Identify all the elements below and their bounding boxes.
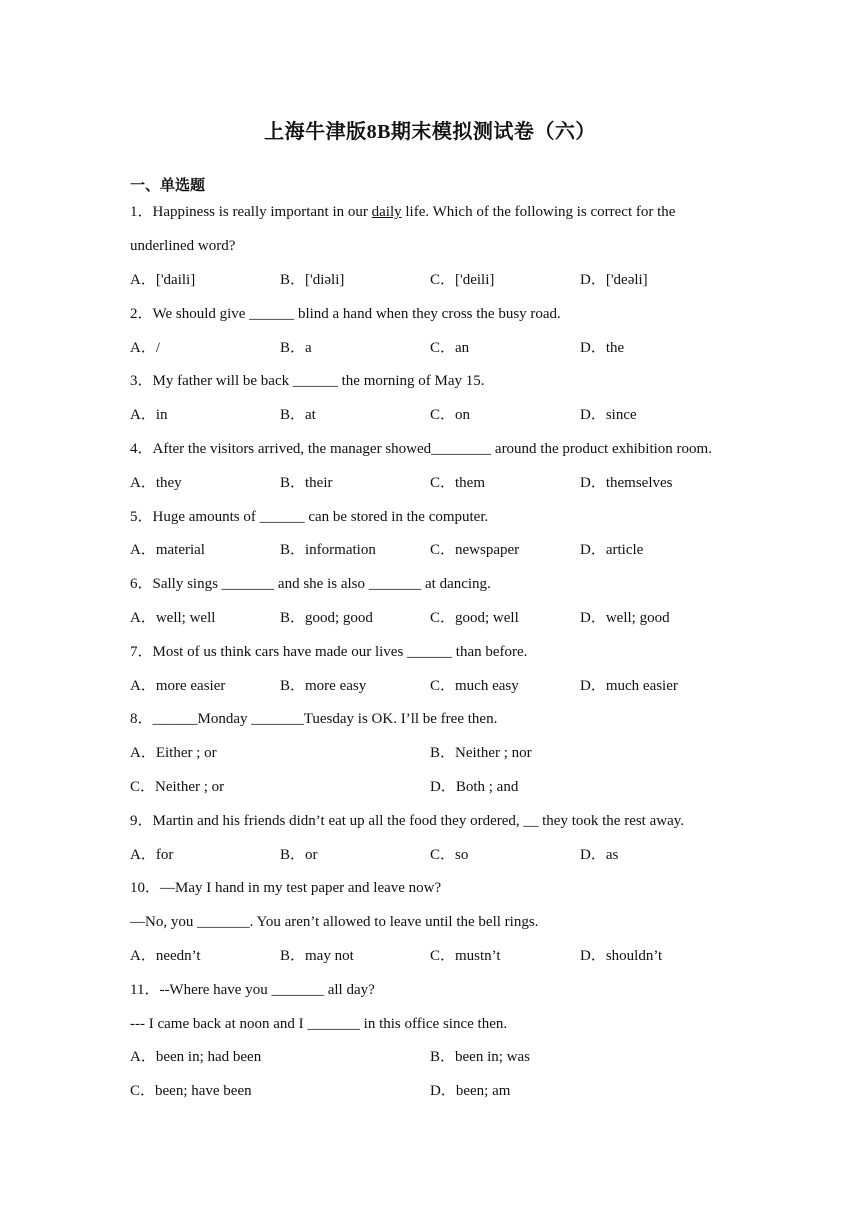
q4-option-d: D．themselves	[580, 475, 673, 491]
q7-option-b: B．more easy	[280, 678, 367, 694]
q3-option-c: C．on	[430, 407, 471, 423]
q3-option-d: D．since	[580, 407, 637, 423]
q8-option-c: C．Neither ; or	[130, 779, 225, 795]
q10-option-d: D．shouldn’t	[580, 948, 663, 964]
q5-option-a: A．material	[130, 542, 205, 558]
q7-option-c: C．much easy	[430, 678, 519, 694]
question-5-stem: 5．Huge amounts of ______ can be stored in the computer.	[130, 509, 489, 525]
q1-option-b: B．['diəli]	[280, 272, 345, 288]
q9-option-d: D．as	[580, 847, 619, 863]
q5-option-b: B．information	[280, 542, 376, 558]
q1-option-a: A．['daili]	[130, 272, 196, 288]
question-10-stem: 10．—May I hand in my test paper and leave now?	[130, 880, 442, 896]
q9-option-b: B．or	[280, 847, 318, 863]
q2-option-c: C．an	[430, 340, 470, 356]
q5-option-d: D．article	[580, 542, 644, 558]
q7-option-a: A．more easier	[130, 678, 226, 694]
underlined-word: daily	[371, 204, 402, 220]
q1-option-d: D．['deəli]	[580, 272, 648, 288]
q11-option-a: A．been in; had been	[130, 1049, 262, 1065]
question-7-stem: 7．Most of us think cars have made our lives ______ than before.	[130, 644, 528, 660]
question-1-stem-cont: underlined word?	[130, 238, 236, 254]
question-11-stem: 11．--Where have you _______ all day?	[130, 982, 375, 998]
q10-option-c: C．mustn’t	[430, 948, 501, 964]
q1-option-c: C．['deili]	[430, 272, 495, 288]
q8-option-d: D．Both ; and	[430, 779, 519, 795]
q2-option-d: D．the	[580, 340, 625, 356]
q6-option-a: A．well; well	[130, 610, 216, 626]
page-title: 上海牛津版8B期末模拟测试卷（六）	[264, 121, 596, 143]
q4-option-b: B．their	[280, 475, 333, 491]
q10-option-a: A．needn’t	[130, 948, 201, 964]
question-9-stem: 9．Martin and his friends didn’t eat up all the food they ordered, __ they took the rest away.	[130, 813, 685, 829]
section-heading: 一、单选题	[130, 178, 206, 194]
question-10-stem-cont: —No, you _______. You aren’t allowed to leave until the bell rings.	[130, 914, 539, 930]
q8-option-b: B．Neither ; nor	[430, 745, 532, 761]
q2-option-b: B．a	[280, 340, 312, 356]
q9-option-a: A．for	[130, 847, 174, 863]
q2-option-a: A．/	[130, 340, 161, 356]
q4-option-a: A．they	[130, 475, 182, 491]
q6-option-b: B．good; good	[280, 610, 373, 626]
q9-option-c: C．so	[430, 847, 469, 863]
q11-option-b: B．been in; was	[430, 1049, 530, 1065]
q8-option-a: A．Either ; or	[130, 745, 217, 761]
q11-option-d: D．been; am	[430, 1083, 511, 1099]
q11-option-c: C．been; have been	[130, 1083, 252, 1099]
q4-option-c: C．them	[430, 475, 485, 491]
question-11-stem-cont: --- I came back at noon and I _______ in this office since then.	[130, 1016, 508, 1032]
question-6-stem: 6．Sally sings _______ and she is also _______ at dancing.	[130, 576, 491, 592]
q3-option-a: A．in	[130, 407, 168, 423]
q6-option-d: D．well; good	[580, 610, 670, 626]
question-1-stem: 1．Happiness is really important in our daily life. Which of the following is correct for the	[130, 204, 676, 220]
question-3-stem: 3．My father will be back ______ the morning of May 15.	[130, 373, 485, 389]
q10-option-b: B．may not	[280, 948, 354, 964]
q3-option-b: B．at	[280, 407, 316, 423]
q5-option-c: C．newspaper	[430, 542, 520, 558]
q7-option-d: D．much easier	[580, 678, 678, 694]
q6-option-c: C．good; well	[430, 610, 519, 626]
question-2-stem: 2．We should give ______ blind a hand when they cross the busy road.	[130, 306, 561, 322]
question-4-stem: 4．After the visitors arrived, the manager showed________ around the product exhibition room.	[130, 441, 712, 457]
question-8-stem: 8．______Monday _______Tuesday is OK. I’ll be free then.	[130, 711, 498, 727]
